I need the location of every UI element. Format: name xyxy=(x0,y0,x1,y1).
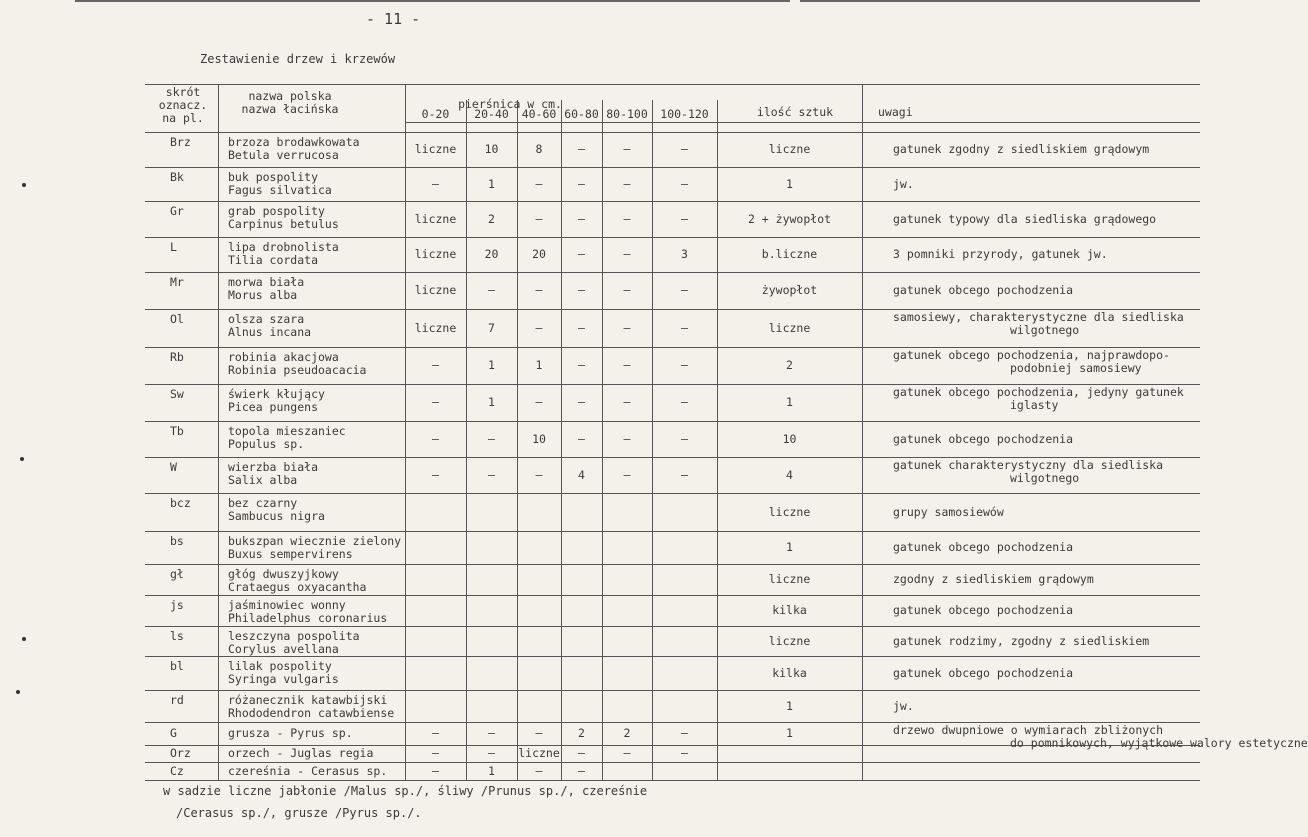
polish-name-cell: jaśminowiec wonny xyxy=(228,598,346,612)
notes-cell: do pomnikowych, wyjątkowe walory estetyczne xyxy=(1010,736,1308,750)
count-cell: liczne xyxy=(768,633,811,648)
page-number: - 11 - xyxy=(366,10,421,28)
latin-name-cell: Betula verrucosa xyxy=(228,148,339,162)
row-rule xyxy=(145,595,1200,596)
circumference-header: pierśnica w cm. xyxy=(458,97,562,111)
count-cell: 4 xyxy=(786,467,793,482)
row-rule xyxy=(145,626,1200,627)
abbr-cell: L xyxy=(170,240,177,254)
circumference-cell: – xyxy=(623,431,631,446)
notes-cell: gatunek charakterystyczny dla siedliska xyxy=(893,458,1164,472)
count-cell: 1 xyxy=(786,395,793,409)
notes-cell: gatunek obcego pochodzenia xyxy=(893,283,1074,297)
punch-hole-mark xyxy=(22,183,26,187)
circumference-cell: – xyxy=(578,176,585,191)
polish-name-cell: buk pospolity xyxy=(228,170,319,184)
notes-header: uwagi xyxy=(878,105,913,119)
count-cell: liczne xyxy=(768,142,811,156)
circumference-cell: – xyxy=(578,395,585,409)
range-header-1: 20-40 xyxy=(474,107,509,121)
notes-cell: gatunek obcego pochodzenia xyxy=(893,431,1074,446)
punch-hole-mark xyxy=(20,457,24,461)
notes-cell: gatunek obcego pochodzenia, jedyny gatunek xyxy=(893,385,1184,399)
notes-cell: wilgotnego xyxy=(1010,471,1080,485)
notes-cell: jw. xyxy=(893,698,914,713)
count-cell: liczne xyxy=(768,504,811,519)
latin-name-cell: Picea pungens xyxy=(228,400,319,414)
polish-name-cell: bez czarny xyxy=(228,496,298,510)
circumference-cell: – xyxy=(681,176,688,191)
header-rule xyxy=(145,84,1200,85)
abbr-cell: gł xyxy=(170,567,184,581)
polish-name-cell: czereśnia - Cerasus sp. xyxy=(228,763,388,778)
notes-cell: grupy samosiewów xyxy=(893,504,1004,519)
circumference-cell: 20 xyxy=(532,247,546,261)
latin-name-cell: Alnus incana xyxy=(228,325,312,339)
polish-name-cell: grusza - Pyrus sp. xyxy=(228,726,353,740)
latin-name-cell: Morus alba xyxy=(228,288,298,302)
footer-line-2: /Cerasus sp./, grusze /Pyrus sp./. xyxy=(176,806,422,820)
circumference-cell: – xyxy=(578,746,585,760)
latin-name-cell: Sambucus nigra xyxy=(228,509,325,523)
circumference-cell: – xyxy=(535,320,543,335)
abbr-cell: bl xyxy=(170,659,184,673)
latin-name-cell: Tilia cordata xyxy=(228,253,319,267)
count-cell: 2 xyxy=(786,358,793,372)
count-cell: kilka xyxy=(772,603,807,617)
column-rule xyxy=(218,84,219,780)
notes-cell: podobniej samosiewy xyxy=(1010,361,1142,375)
circumference-cell: – xyxy=(578,763,585,778)
count-cell: 1 xyxy=(786,540,793,554)
circumference-cell: – xyxy=(623,211,631,226)
abbr-cell: Gr xyxy=(170,204,184,218)
row-rule xyxy=(145,780,1200,781)
circumference-cell: – xyxy=(432,176,439,191)
circumference-cell: liczne xyxy=(414,283,457,297)
abbr-cell: Cz xyxy=(170,763,184,778)
abbr-cell: W xyxy=(170,460,177,474)
circumference-cell: – xyxy=(578,283,585,297)
abbr-header-line: na pl. xyxy=(162,111,204,125)
abbr-cell: ls xyxy=(170,629,184,643)
circumference-cell: 8 xyxy=(535,142,543,156)
abbr-header-line: oznacz. xyxy=(158,98,208,112)
range-header-4: 80-100 xyxy=(606,107,648,121)
count-cell: 1 xyxy=(786,176,793,191)
row-rule xyxy=(145,132,1200,133)
polish-name-cell: lipa drobnolista xyxy=(228,240,339,254)
punch-hole-mark xyxy=(22,637,26,641)
column-rule xyxy=(862,84,863,780)
circumference-cell: 1 xyxy=(488,358,495,372)
circumference-cell: liczne xyxy=(414,320,457,335)
row-rule xyxy=(145,690,1200,691)
abbr-cell: G xyxy=(170,726,177,740)
abbr-cell: Brz xyxy=(170,135,191,149)
notes-cell: gatunek typowy dla siedliska grądowego xyxy=(893,211,1157,226)
circumference-cell: – xyxy=(623,746,631,760)
count-cell: żywopłot xyxy=(761,283,818,297)
circumference-cell: – xyxy=(681,746,688,760)
circumference-cell: – xyxy=(681,467,688,482)
punch-hole-mark xyxy=(16,690,20,694)
circumference-cell: liczne xyxy=(414,211,457,226)
notes-cell: wilgotnego xyxy=(1010,323,1080,337)
circumference-cell: – xyxy=(681,395,688,409)
circumference-cell: 1 xyxy=(488,176,495,191)
count-cell: 1 xyxy=(786,698,793,713)
abbr-cell: js xyxy=(170,598,184,612)
circumference-cell: – xyxy=(578,247,585,261)
circumference-cell: – xyxy=(681,142,688,156)
polish-name-cell: brzoza brodawkowata xyxy=(228,135,360,149)
count-header: ilość sztuk xyxy=(756,105,834,119)
circumference-cell: – xyxy=(432,763,439,778)
latin-name-cell: Corylus avellana xyxy=(228,642,339,656)
row-rule xyxy=(145,656,1200,657)
circumference-cell: – xyxy=(681,358,688,372)
circumference-cell: – xyxy=(432,358,439,372)
circumference-cell: – xyxy=(623,395,631,409)
circumference-cell: – xyxy=(623,467,631,482)
circumference-cell: 2 xyxy=(623,726,631,740)
circumference-cell: – xyxy=(432,431,439,446)
circumference-cell: – xyxy=(432,395,439,409)
abbr-cell: Rb xyxy=(170,350,184,364)
row-rule xyxy=(145,167,1200,168)
circumference-cell: – xyxy=(488,283,495,297)
top-edge-line-right xyxy=(800,0,1200,2)
circumference-cell: – xyxy=(623,176,631,191)
abbr-cell: Bk xyxy=(170,170,184,184)
polish-name-cell: bukszpan wiecznie zielony xyxy=(228,534,402,548)
circumference-cell: – xyxy=(535,176,543,191)
notes-cell: gatunek zgodny z siedliskiem grądowym xyxy=(893,142,1150,156)
notes-cell: samosiewy, charakterystyczne dla siedliska xyxy=(893,310,1184,324)
circumference-cell: 1 xyxy=(535,358,543,372)
notes-cell: gatunek rodzimy, zgodny z siedliskiem xyxy=(893,633,1150,648)
circumference-cell: liczne xyxy=(414,142,457,156)
row-rule xyxy=(145,421,1200,422)
circumference-cell: – xyxy=(432,467,439,482)
circumference-cell: – xyxy=(578,142,585,156)
notes-cell: gatunek obcego pochodzenia xyxy=(893,540,1074,554)
latin-name-cell: Crataegus oxyacantha xyxy=(228,580,367,594)
latin-name-cell: Syringa vulgaris xyxy=(228,672,339,686)
notes-cell: drzewo dwupniowe o wymiarach zbliżonych xyxy=(893,723,1164,737)
name-header-line: nazwa łacińska xyxy=(241,102,339,116)
polish-name-cell: leszczyna pospolita xyxy=(228,629,360,643)
circumference-cell: – xyxy=(623,247,631,261)
circumference-cell: – xyxy=(432,726,439,740)
abbr-cell: Ol xyxy=(170,312,184,326)
circumference-cell: – xyxy=(432,746,439,760)
row-rule xyxy=(145,531,1200,532)
range-header-0: 0-20 xyxy=(421,107,450,121)
polish-name-cell: orzech - Juglas regia xyxy=(228,746,374,760)
circumference-cell: – xyxy=(535,283,543,297)
circumference-cell: – xyxy=(578,431,585,446)
abbr-cell: Mr xyxy=(170,275,184,289)
polish-name-cell: topola mieszaniec xyxy=(228,424,346,438)
polish-name-cell: grab pospolity xyxy=(228,204,325,218)
circumference-cell: – xyxy=(578,320,585,335)
circumference-cell: – xyxy=(488,467,495,482)
range-header-3: 60-80 xyxy=(564,107,599,121)
circumference-cell: – xyxy=(623,283,631,297)
range-header-5: 100-120 xyxy=(660,107,709,121)
row-rule xyxy=(145,762,1200,763)
latin-name-cell: Robinia pseudoacacia xyxy=(228,363,367,377)
circumference-cell: 10 xyxy=(484,142,499,156)
polish-name-cell: głóg dwuszyjkowy xyxy=(228,567,339,581)
circumference-cell: – xyxy=(535,726,543,740)
footer-line-1: w sadzie liczne jabłonie /Malus sp./, śliwy /Prunus sp./, czereśnie xyxy=(163,784,648,798)
row-rule xyxy=(145,564,1200,565)
abbr-cell: bs xyxy=(170,534,184,548)
circumference-cell: 2 xyxy=(488,211,495,226)
page-title: Zestawienie drzew i krzewów xyxy=(200,52,396,66)
count-cell: kilka xyxy=(772,665,807,680)
polish-name-cell: robinia akacjowa xyxy=(228,350,339,364)
circumference-cell: – xyxy=(578,211,585,226)
circumference-cell: – xyxy=(578,358,585,372)
circumference-cell: – xyxy=(623,358,631,372)
notes-cell: gatunek obcego pochodzenia xyxy=(893,603,1074,617)
row-rule xyxy=(145,237,1200,238)
count-cell: liczne xyxy=(768,572,811,586)
abbr-cell: Tb xyxy=(170,424,184,438)
circumference-cell: – xyxy=(681,726,688,740)
top-edge-line xyxy=(75,0,790,2)
row-rule xyxy=(145,493,1200,494)
polish-name-cell: różanecznik katawbijski xyxy=(228,693,388,707)
circumference-cell: 1 xyxy=(488,763,495,778)
circumference-cell: – xyxy=(535,395,543,409)
notes-cell: gatunek obcego pochodzenia xyxy=(893,665,1074,680)
abbr-cell: rd xyxy=(170,693,184,707)
circumference-cell: 20 xyxy=(484,247,499,261)
abbr-header-line: skrót xyxy=(165,85,201,99)
latin-name-cell: Fagus silvatica xyxy=(228,183,332,197)
circumference-cell: – xyxy=(535,211,543,226)
polish-name-cell: wierzba biała xyxy=(228,460,319,474)
notes-cell: gatunek obcego pochodzenia, najprawdopo- xyxy=(893,348,1170,362)
circumference-cell: liczne xyxy=(518,746,560,760)
abbr-cell: bcz xyxy=(170,496,191,510)
latin-name-cell: Philadelphus coronarius xyxy=(228,611,388,625)
circumference-cell: – xyxy=(535,763,543,778)
count-cell: 10 xyxy=(782,431,797,446)
circumference-cell: – xyxy=(681,283,688,297)
notes-cell: zgodny z siedliskiem grądowym xyxy=(893,572,1094,586)
latin-name-cell: Rhododendron catawbiense xyxy=(228,706,395,720)
count-cell: liczne xyxy=(768,320,811,335)
circumference-cell: – xyxy=(488,726,495,740)
circumference-cell: – xyxy=(488,431,495,446)
notes-cell: jw. xyxy=(893,176,914,191)
latin-name-cell: Buxus sempervirens xyxy=(228,547,353,561)
circumference-cell: – xyxy=(681,211,688,226)
circumference-cell: – xyxy=(681,320,688,335)
circumference-cell: liczne xyxy=(414,247,457,261)
circumference-cell: 7 xyxy=(488,320,495,335)
row-rule xyxy=(145,272,1200,273)
circumference-cell: 10 xyxy=(532,431,546,446)
circumference-cell: 1 xyxy=(488,395,495,409)
circumference-cell: 2 xyxy=(578,726,585,740)
circumference-cell: – xyxy=(623,142,631,156)
polish-name-cell: olsza szara xyxy=(228,312,305,326)
abbr-cell: Orz xyxy=(170,746,191,760)
circumference-cell: – xyxy=(488,746,495,760)
polish-name-cell: lilak pospolity xyxy=(228,659,332,673)
circumference-cell: 4 xyxy=(578,467,585,482)
count-cell: b.liczne xyxy=(761,247,818,261)
circumference-cell: – xyxy=(535,467,543,482)
row-rule xyxy=(145,201,1200,202)
count-cell: 2 + żywopłot xyxy=(747,211,832,226)
header-rule xyxy=(405,122,1200,123)
polish-name-cell: morwa biała xyxy=(228,275,305,289)
notes-cell: 3 pomniki przyrody, gatunek jw. xyxy=(893,247,1108,261)
name-header-line: nazwa polska xyxy=(248,89,332,103)
latin-name-cell: Salix alba xyxy=(228,473,298,487)
polish-name-cell: świerk kłujący xyxy=(228,387,325,401)
circumference-cell: 3 xyxy=(681,247,688,261)
notes-cell: iglasty xyxy=(1010,398,1059,412)
range-header-2: 40-60 xyxy=(521,107,557,121)
latin-name-cell: Carpinus betulus xyxy=(228,217,339,231)
circumference-cell: – xyxy=(623,320,631,335)
count-cell: 1 xyxy=(786,726,793,740)
latin-name-cell: Populus sp. xyxy=(228,437,305,451)
abbr-cell: Sw xyxy=(170,387,184,401)
circumference-cell: – xyxy=(681,431,688,446)
